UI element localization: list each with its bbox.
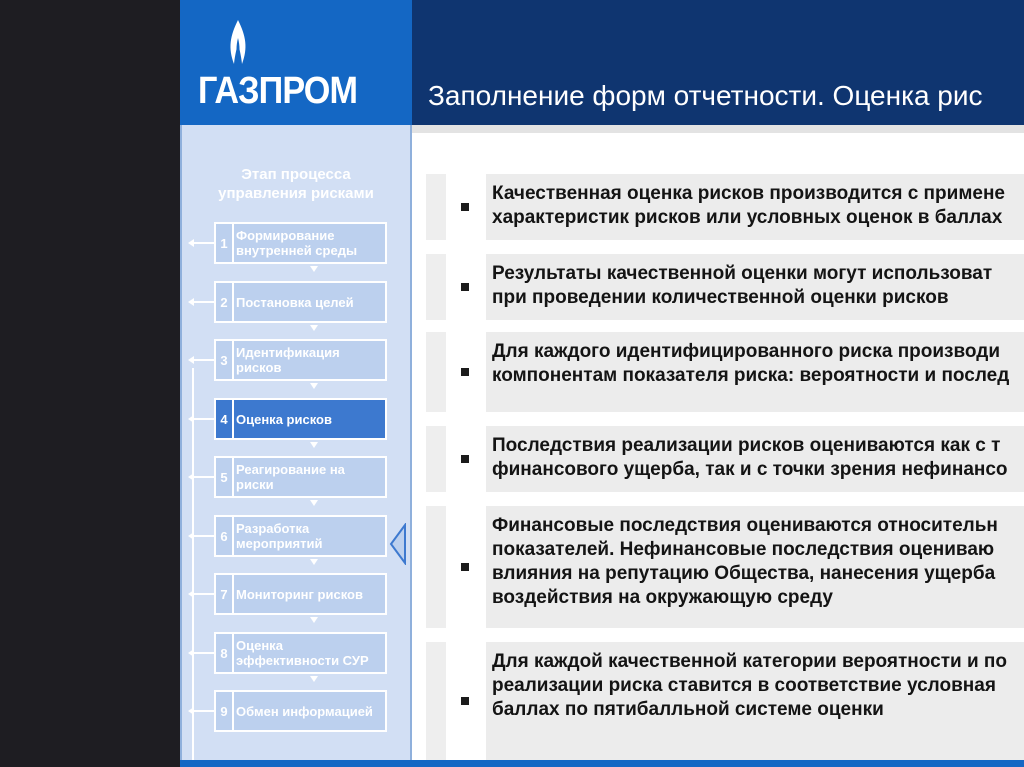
arrow-left-icon bbox=[188, 707, 194, 715]
arrow-left-icon bbox=[188, 532, 194, 540]
bullet-text bbox=[492, 262, 1024, 310]
arrow-down-icon bbox=[310, 325, 318, 331]
process-step-5[interactable] bbox=[214, 456, 387, 498]
arrow-down-icon bbox=[310, 500, 318, 506]
bullet-left-bar bbox=[426, 642, 446, 760]
title-bar bbox=[412, 0, 1024, 125]
step-label: Разработка мероприятий bbox=[236, 521, 323, 551]
bullet-text-line: баллах по пятибалльной системе оценки bbox=[492, 699, 884, 720]
bullet-item bbox=[426, 174, 1024, 240]
bullet-text-line: компонентам показателя риска: вероятности и послед bbox=[492, 365, 1010, 386]
sidebar-title-line2: управления рисками bbox=[218, 185, 374, 202]
bullet-text bbox=[492, 340, 1024, 388]
bullet-item bbox=[426, 506, 1024, 628]
process-step-3[interactable] bbox=[214, 339, 387, 381]
step-number: 9 bbox=[216, 692, 234, 730]
feedback-connector bbox=[192, 242, 214, 244]
square-bullet-icon bbox=[461, 283, 469, 291]
arrow-left-icon bbox=[188, 649, 194, 657]
arrow-left-icon bbox=[188, 239, 194, 247]
square-bullet-icon bbox=[461, 563, 469, 571]
arrow-left-icon bbox=[188, 473, 194, 481]
square-bullet-icon bbox=[461, 203, 469, 211]
presentation-slide bbox=[180, 0, 1024, 767]
bullet-text-line: реализации риска ставится в соответствие условная bbox=[492, 675, 996, 696]
feedback-connector bbox=[192, 359, 214, 361]
chevron-left-icon bbox=[389, 523, 407, 565]
arrow-down-icon bbox=[310, 266, 318, 272]
step-label: Оценка эффективности СУР bbox=[236, 638, 369, 668]
feedback-connector bbox=[192, 476, 214, 478]
process-steps bbox=[182, 125, 414, 767]
risk-process-sidebar bbox=[180, 125, 412, 767]
arrow-down-icon bbox=[310, 559, 318, 565]
feedback-connector bbox=[192, 301, 214, 303]
bullet-left-bar bbox=[426, 174, 446, 240]
process-step-8[interactable] bbox=[214, 632, 387, 674]
arrow-down-icon bbox=[310, 383, 318, 389]
bullet-text-line: Качественная оценка рисков производится с примене bbox=[492, 183, 1005, 204]
square-bullet-icon bbox=[461, 697, 469, 705]
slide-title: Заполнение форм отчетности. Оценка рис bbox=[428, 80, 983, 111]
step-number: 2 bbox=[216, 283, 234, 321]
step-label: Формирование внутренней среды bbox=[236, 228, 358, 258]
step-label: Обмен информацией bbox=[236, 703, 373, 719]
feedback-connector bbox=[192, 593, 214, 595]
bullet-left-bar bbox=[426, 506, 446, 628]
step-number: 1 bbox=[216, 224, 234, 262]
bullet-text-line: Для каждой качественной категории вероятности и по bbox=[492, 651, 1007, 672]
step-label: Оценка рисков bbox=[236, 411, 332, 427]
process-step-7[interactable] bbox=[214, 573, 387, 615]
bullet-text-line: влияния на репутацию Общества, нанесения ущерба bbox=[492, 563, 996, 584]
bullet-left-bar bbox=[426, 426, 446, 492]
process-step-6[interactable] bbox=[214, 515, 387, 557]
process-step-1[interactable] bbox=[214, 222, 387, 264]
bullet-text-line: характеристик рисков или условных оценок в баллах bbox=[492, 207, 1003, 228]
arrow-down-icon bbox=[310, 442, 318, 448]
bullet-left-bar bbox=[426, 332, 446, 412]
arrow-left-icon bbox=[188, 415, 194, 423]
bullet-list bbox=[426, 130, 1024, 767]
bullet-text-line: финансового ущерба, так и с точки зрения нефинансо bbox=[492, 459, 1008, 480]
process-step-9[interactable] bbox=[214, 690, 387, 732]
step-number: 4 bbox=[216, 400, 234, 438]
process-step-2[interactable] bbox=[214, 281, 387, 323]
bullet-item bbox=[426, 254, 1024, 320]
bullet-text bbox=[492, 650, 1024, 722]
bullet-item bbox=[426, 332, 1024, 412]
bullet-text-line: при проведении количественной оценки рисков bbox=[492, 287, 949, 308]
bullet-text-line: Результаты качественной оценки могут использоват bbox=[492, 263, 993, 284]
arrow-left-icon bbox=[188, 298, 194, 306]
feedback-connector bbox=[192, 652, 214, 654]
bullet-text-line: Финансовые последствия оцениваются относительн bbox=[492, 515, 998, 536]
step-number: 8 bbox=[216, 634, 234, 672]
dark-background-left bbox=[0, 0, 180, 767]
bullet-text-line: Последствия реализации рисков оцениваются как с т bbox=[492, 435, 1001, 456]
bullet-text-line: воздействия на окружающую среду bbox=[492, 587, 833, 608]
feedback-connector bbox=[192, 535, 214, 537]
bullet-text bbox=[492, 182, 1024, 230]
bullet-item bbox=[426, 642, 1024, 760]
bullet-text bbox=[492, 434, 1024, 482]
bullet-text-line: показателей. Нефинансовые последствия оцениваю bbox=[492, 539, 995, 560]
step-number: 5 bbox=[216, 458, 234, 496]
bullet-left-bar bbox=[426, 254, 446, 320]
bullet-text-line: Для каждого идентифицированного риска производи bbox=[492, 341, 1001, 362]
step-number: 3 bbox=[216, 341, 234, 379]
gazprom-flame-icon bbox=[226, 18, 250, 70]
step-label: Постановка целей bbox=[236, 294, 354, 310]
arrow-left-icon bbox=[188, 590, 194, 598]
process-step-4[interactable] bbox=[214, 398, 387, 440]
feedback-connector bbox=[192, 710, 214, 712]
step-label: Мониторинг рисков bbox=[236, 586, 363, 602]
square-bullet-icon bbox=[461, 455, 469, 463]
arrow-down-icon bbox=[310, 676, 318, 682]
step-number: 7 bbox=[216, 575, 234, 613]
sidebar-title-line1: Этап процесса bbox=[241, 166, 351, 183]
bottom-accent-line bbox=[180, 760, 1024, 767]
step-label: Идентификация рисков bbox=[236, 345, 340, 375]
bullet-text bbox=[492, 514, 1024, 610]
square-bullet-icon bbox=[461, 368, 469, 376]
arrow-down-icon bbox=[310, 617, 318, 623]
step-number: 6 bbox=[216, 517, 234, 555]
feedback-connector bbox=[192, 418, 214, 420]
bullet-item bbox=[426, 426, 1024, 492]
step-label: Реагирование на риски bbox=[236, 462, 345, 492]
logo-text: ГАЗПРОМ bbox=[198, 70, 358, 112]
arrow-left-icon bbox=[188, 356, 194, 364]
logo-area bbox=[180, 0, 412, 125]
